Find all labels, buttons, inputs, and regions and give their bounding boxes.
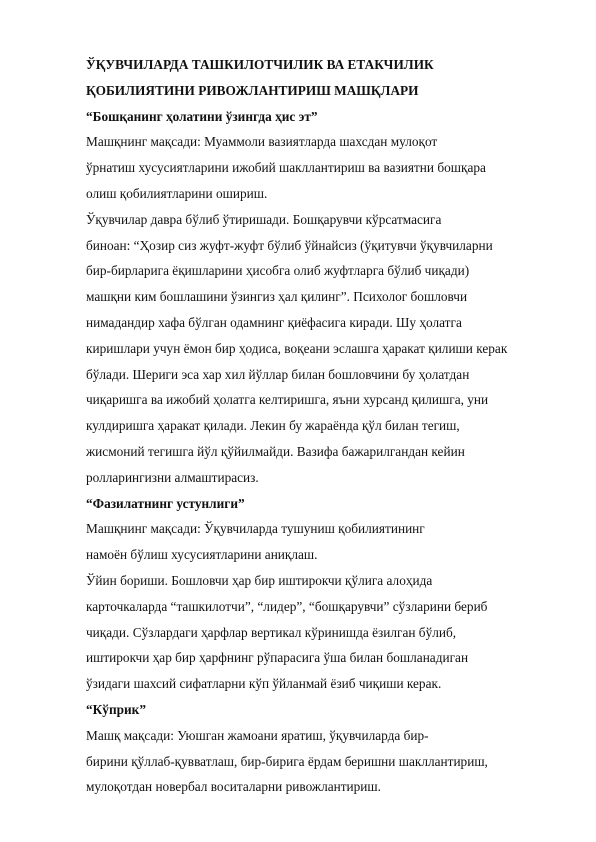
paragraph-line: ролларингизни алмаштирасиз.	[86, 469, 259, 485]
paragraph-line: машқни ким бошлашини ўзингиз ҳал қилинг”. Психолог бошловчи	[86, 289, 468, 305]
section-heading: “Кўприк”	[86, 702, 146, 717]
paragraph-line: ўрнатиш хусусиятларини ижобий шакллантириш ва вазиятни бошқара	[86, 160, 486, 176]
paragraph-line: кулдиришга ҳаракат қилади. Лекин бу жараёнда қўл билан тегиш,	[86, 418, 460, 434]
paragraph-line: олиш қобилиятларини ошириш.	[86, 186, 268, 201]
section-heading: “Фазилатнинг устунлиги”	[86, 495, 245, 511]
paragraph-line: Машқ мақсади: Уюшган жамоани яратиш, ўқувчиларда бир-	[86, 727, 429, 743]
paragraph-line: чиқади. Сўзлардаги ҳарфлар вертикал кўринишда ёзилган бўлиб,	[86, 624, 457, 640]
paragraph-line: нимадандир хафа бўлган одамнинг қиёфасига киради. Шу ҳолатга	[86, 315, 462, 330]
paragraph-line: мулоқотдан новербал воситаларни ривожлантириш.	[86, 779, 381, 795]
paragraph-line: бирини қўллаб-қувватлаш, бир-бирига ёрдам беришни шакллантириш,	[86, 753, 488, 769]
paragraph-line: Машқнинг мақсади: Ўқувчиларда тушуниш қобилиятининг	[86, 521, 425, 537]
paragraph-line: ўзидаги шахсий сифатларни кўп ўйланмай ёзиб чиқиши керак.	[86, 676, 442, 692]
paragraph-line: Ўқувчилар давра бўлиб ўтиришади. Бошқарувчи кўрсатмасига	[86, 211, 442, 227]
paragraph-line: киришлари учун ёмон бир ҳодиса, воқеани эслашга ҳаракат қилиши керак	[86, 340, 508, 356]
paragraph-line: намоён бўлиш хусусиятларини аниқлаш.	[86, 547, 318, 563]
paragraph-line: бўлади. Шериги эса хар хил йўллар билан бошловчини бу ҳолатдан	[86, 366, 470, 382]
paragraph-line: иштирокчи ҳар бир ҳарфнинг рўпарасига ўша билан бошланадиган	[86, 650, 469, 666]
section-heading: ЎҚУВЧИЛАРДА ТАШКИЛОТЧИЛИК ВА ЕТАКЧИЛИК	[86, 57, 434, 72]
paragraph-line: чиқаришга ва ижобий ҳолатга келтиришга, яъни хурсанд қилишга, уни	[86, 392, 489, 408]
section-heading: ҚОБИЛИЯТИНИ РИВОЖЛАНТИРИШ МАШҚЛАРИ	[86, 82, 419, 98]
section-heading: “Бошқанинг ҳолатини ўзингда ҳис эт”	[86, 108, 318, 124]
paragraph-line: жисмоний тегишга йўл қўйилмайди. Вазифа бажарилгандан кейин	[86, 444, 465, 459]
paragraph-line: Машқнинг мақсади: Муаммоли вазиятларда шахсдан мулоқот	[86, 134, 438, 150]
paragraph-line: Ўйин бориши. Бошловчи ҳар бир иштирокчи қўлига алоҳида	[86, 573, 433, 588]
paragraph-line: биноан: “Ҳозир сиз жуфт-жуфт бўлиб ўйнайсиз (ўқитувчи ўқувчиларни	[86, 237, 493, 253]
paragraph-line: бир-бирларига ёқишларини ҳисобга олиб жуфтларга бўлиб чиқади)	[86, 263, 470, 279]
paragraph-line: карточкаларда “ташкилотчи”, “лидер”, “бошқарувчи” сўзларини бериб	[86, 598, 488, 614]
